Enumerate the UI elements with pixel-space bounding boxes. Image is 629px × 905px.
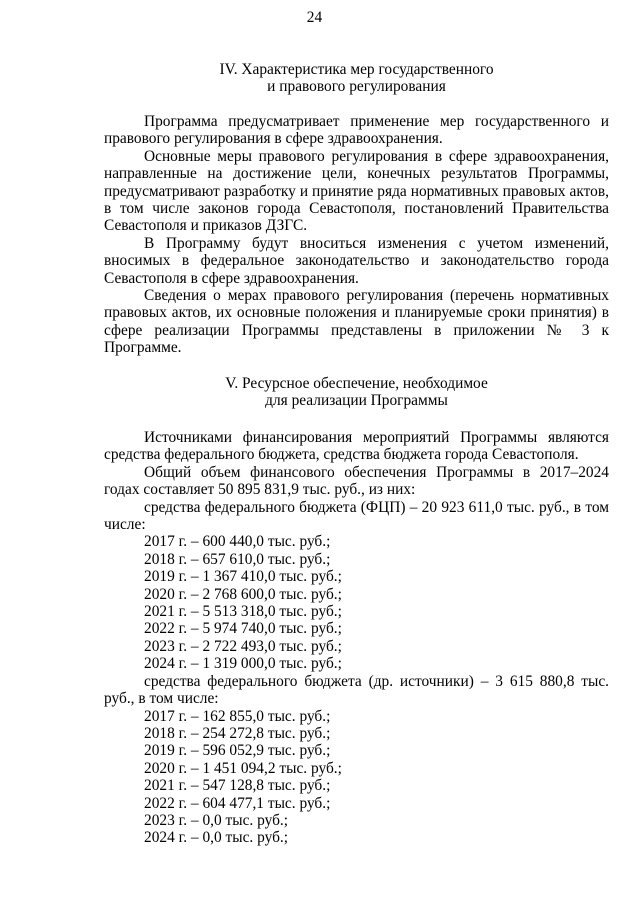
section-4-body: [104, 113, 609, 357]
section-4-heading-line-1: IV. Характеристика мер государственного: [219, 61, 494, 78]
list-item: 2022 г. – 5 974 740,0 тыс. руб.;: [144, 620, 342, 638]
page-number: 24: [306, 9, 323, 26]
list-item: 2023 г. – 0,0 тыс. руб.;: [144, 811, 289, 829]
section-5-heading: [104, 375, 609, 410]
paragraph: Основные меры правового регулирования в сфере здравоохранения, направленные на достижение цели, конечных результатов Программы, предусматривают разработку и принятие ряда нормативных правовых актов, в том числе законов города Севастополя, постановлений Правительства Севастополя и приказов ДЗГС.: [104, 147, 609, 235]
list-item: 2020 г. – 2 768 600,0 тыс. руб.;: [144, 585, 342, 603]
section-4-heading-line-2: и правового регулирования: [267, 78, 446, 96]
paragraph: В Программу будут вноситься изменения с учетом изменений, вносимых в федеральное законодательство и законодательство города Севастополя в сфере здравоохранения.: [104, 234, 609, 287]
list-item: 2022 г. – 604 477,1 тыс. руб.;: [144, 794, 331, 812]
list-item: 2018 г. – 254 272,8 тыс. руб.;: [144, 724, 331, 742]
section-5-body: [104, 429, 609, 847]
list-item: 2021 г. – 5 513 318,0 тыс. руб.;: [144, 603, 342, 621]
list-item: 2023 г. – 2 722 493,0 тыс. руб.;: [144, 637, 342, 655]
list-item: 2024 г. – 0,0 тыс. руб.;: [144, 829, 289, 847]
list-item: 2018 г. – 657 610,0 тыс. руб.;: [144, 550, 331, 568]
list-item: 2020 г. – 1 451 094,2 тыс. руб.;: [144, 759, 342, 777]
paragraph: Источниками финансирования мероприятий Программы являются средства федерального бюджета, средства бюджета города Севастополя.: [104, 429, 609, 464]
fcp-year-list: [104, 533, 609, 672]
paragraph: Общий объем финансового обеспечения Программы в 2017–2024 годах составляет 50 895 831,9 тыс. руб., из них:: [104, 463, 609, 499]
paragraph: средства федерального бюджета (ФЦП) – 20 923 611,0 тыс. руб., в том числе:: [104, 498, 609, 534]
paragraph: средства федерального бюджета (др. источники) – 3 615 880,8 тыс. руб., в том числе:: [104, 672, 609, 708]
list-item: 2019 г. – 1 367 410,0 тыс. руб.;: [144, 568, 342, 586]
section-5-heading-line-1: V. Ресурсное обеспечение, необходимое: [225, 375, 488, 392]
section-4-heading: [104, 61, 609, 96]
list-item: 2024 г. – 1 319 000,0 тыс. руб.;: [144, 655, 342, 673]
list-item: 2017 г. – 600 440,0 тыс. руб.;: [144, 533, 331, 551]
list-item: 2019 г. – 596 052,9 тыс. руб.;: [144, 742, 331, 760]
list-item: 2017 г. – 162 855,0 тыс. руб.;: [144, 707, 331, 725]
list-item: 2021 г. – 547 128,8 тыс. руб.;: [144, 777, 331, 795]
section-5-heading-line-2: для реализации Программы: [265, 392, 448, 410]
paragraph: Сведения о мерах правового регулирования (перечень нормативных правовых актов, их основные положения и планируемые сроки принятия) в сфере реализации Программы представлены в приложении № 3 к Программе.: [104, 287, 609, 357]
other-sources-year-list: [104, 708, 609, 847]
paragraph: Программа предусматривает применение мер государственного и правового регулирования в сфере здравоохранения.: [104, 113, 609, 148]
